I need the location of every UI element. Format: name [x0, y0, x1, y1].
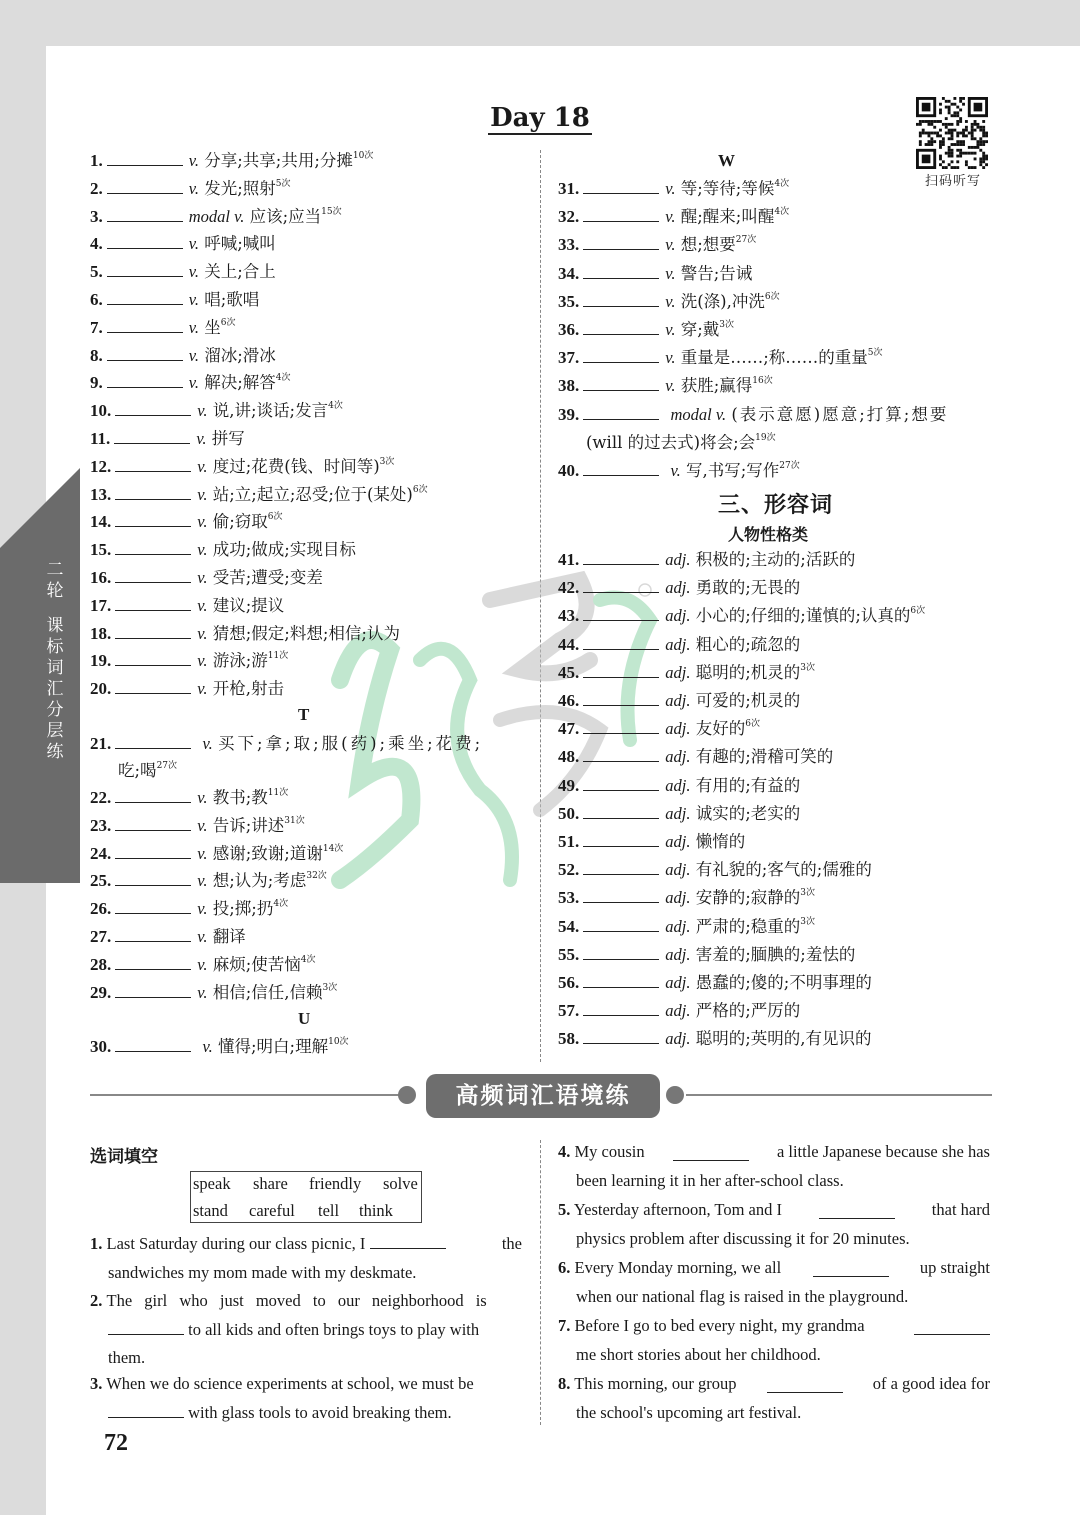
vocab-item: 31. v. 等;等待;等候$^{4次}$: [558, 179, 790, 198]
answer-blank[interactable]: [583, 973, 659, 988]
vocab-item: 8. v. 溜冰;滑冰: [90, 345, 276, 365]
exercise-title: 选词填空: [90, 1147, 158, 1167]
vocab-item: 18. v. 猜想;假定;料想;相信;认为: [90, 623, 400, 643]
vocab-item: 55. adj. 害羞的;腼腆的;羞怯的: [558, 944, 856, 964]
answer-blank[interactable]: [107, 373, 183, 388]
word-option: tell: [318, 1201, 340, 1220]
vocab-item: 15. v. 成功;做成;实现目标: [90, 540, 356, 560]
vocab-item: 25. v. 想;认为;考虑$^{32次}$: [90, 871, 327, 891]
answer-blank[interactable]: [115, 651, 191, 666]
subheading-personality: 人物性格类: [728, 525, 809, 544]
side-tab-char: 标: [46, 637, 64, 657]
answer-blank[interactable]: [583, 320, 659, 335]
answer-blank[interactable]: [583, 945, 659, 960]
vocab-item: 48. adj. 有趣的;滑稽可笑的: [558, 747, 834, 767]
vocab-item: 13. v. 站;立;起立;忍受;位于(某处)$^{6次}$: [90, 484, 428, 504]
side-tab-char: 汇: [46, 679, 64, 699]
answer-blank[interactable]: [813, 1262, 889, 1277]
vocab-item: 23. v. 告诉;讲述$^{31次}$: [90, 815, 305, 835]
vocab-item: 26. v. 投;掷;扔$^{4次}$: [90, 899, 289, 919]
answer-blank[interactable]: [583, 606, 659, 621]
vocab-item: 24. v. 感谢;致谢;道谢$^{14次}$: [90, 843, 344, 863]
word-option: think: [359, 1201, 393, 1220]
qr-label: 扫码听写: [924, 174, 981, 189]
word-option: stand: [193, 1201, 228, 1220]
vocab-item: 16. v. 受苦;遭受;变差: [90, 568, 323, 587]
vocab-item: 57. adj. 严格的;严厉的: [558, 1001, 801, 1021]
answer-blank[interactable]: [115, 734, 191, 749]
question-7: 7. Before I go to bed every night, my grandma me short stories about her childhood.: [558, 1312, 990, 1369]
answer-blank[interactable]: [115, 816, 191, 831]
word-option: share: [253, 1174, 288, 1193]
answer-blank[interactable]: [583, 405, 659, 420]
answer-blank[interactable]: [107, 290, 183, 305]
vocab-item-40: 40. v. 写,书写;写作$^{27次}$: [558, 461, 800, 480]
side-tab-label: [42, 560, 68, 763]
vocab-item: 47. adj. 友好的$^{6次}$: [558, 719, 760, 739]
banner-dot-left: [398, 1086, 416, 1104]
vocab-item: 54. adj. 严肃的;稳重的$^{3次}$: [558, 916, 816, 936]
answer-blank[interactable]: [107, 207, 183, 222]
answer-blank[interactable]: [107, 234, 183, 249]
letter-heading-w: W: [718, 151, 735, 170]
question-1: 1. Last Saturday during our class picnic, I the sandwiches my mom made with my deskmate.: [90, 1234, 522, 1282]
vocab-item: 52. adj. 有礼貌的;客气的;儒雅的: [558, 860, 872, 880]
answer-blank[interactable]: [115, 624, 191, 639]
question-8: 8. This morning, our group of a good idea for the school's upcoming art festival.: [558, 1374, 990, 1422]
qr-code-icon[interactable]: [916, 97, 988, 169]
vocab-item-21-cont: 吃;喝$^{27次}$: [118, 761, 178, 780]
column-divider: [540, 150, 541, 1062]
vocab-item: 46. adj. 可爱的;机灵的: [558, 691, 801, 710]
answer-blank[interactable]: [115, 955, 191, 970]
answer-blank[interactable]: [115, 788, 191, 803]
answer-blank[interactable]: [767, 1378, 843, 1393]
banner-line-right: [686, 1094, 992, 1096]
side-tab-char: 轮: [46, 581, 64, 601]
vocab-item: 19. v. 游泳;游$^{11次}$: [90, 651, 289, 671]
question-6: 6. Every Monday morning, we all up straight when our national flag is raised in the playground.: [558, 1258, 990, 1306]
answer-blank[interactable]: [583, 804, 659, 819]
answer-blank[interactable]: [108, 1320, 184, 1335]
vocab-item: 5. v. 关上;合上: [90, 262, 276, 282]
banner-dot-right: [666, 1086, 684, 1104]
vocab-item: 56. adj. 愚蠢的;傻的;不明事理的: [558, 973, 872, 992]
question-4: 4. My cousin a little Japanese because she has been learning it in her after-school class.: [558, 1142, 990, 1190]
banner-line-left: [90, 1094, 400, 1096]
answer-blank[interactable]: [114, 429, 190, 444]
answer-blank[interactable]: [115, 512, 191, 527]
side-tab-char: 层: [46, 721, 64, 741]
word-bank: [190, 1171, 422, 1223]
answer-blank[interactable]: [583, 578, 659, 593]
vocab-item: 37. v. 重量是……;称……的重量$^{5次}$: [558, 348, 883, 368]
answer-blank[interactable]: [115, 983, 191, 998]
vocab-item: 34. v. 警告;告诫: [558, 263, 753, 283]
vocab-item: 6. v. 唱;歌唱: [90, 290, 260, 309]
answer-blank[interactable]: [583, 635, 659, 650]
answer-blank[interactable]: [583, 776, 659, 791]
answer-blank[interactable]: [583, 550, 659, 565]
answer-blank[interactable]: [583, 207, 659, 222]
vocab-item: 28. v. 麻烦;使苦恼$^{4次}$: [90, 954, 316, 974]
answer-blank[interactable]: [115, 485, 191, 500]
vocab-item: 11. v. 拼写: [90, 429, 245, 448]
vocab-item-21: 21. v. 买下;拿;取;服(药);乘坐;花费;: [90, 734, 484, 753]
vocab-item: 22. v. 教书;教$^{11次}$: [90, 788, 289, 807]
answer-blank[interactable]: [115, 679, 191, 694]
word-option: friendly: [309, 1174, 362, 1193]
answer-blank[interactable]: [583, 264, 659, 279]
question-5: 5. Yesterday afternoon, Tom and I that hard physics problem after discussing it for 20 minutes.: [558, 1200, 990, 1248]
vocab-item: 38. v. 获胜;赢得$^{16次}$: [558, 376, 773, 396]
answer-blank[interactable]: [583, 917, 659, 932]
side-tab-char: 课: [46, 616, 64, 636]
word-option: speak: [193, 1174, 231, 1193]
answer-blank[interactable]: [115, 899, 191, 914]
answer-blank[interactable]: [107, 262, 183, 277]
answer-blank[interactable]: [583, 1001, 659, 1016]
answer-blank[interactable]: [115, 401, 191, 416]
answer-blank[interactable]: [115, 568, 191, 583]
vocab-item-30: 30. v. 懂得;明白;理解$^{10次}$: [90, 1037, 349, 1056]
answer-blank[interactable]: [583, 376, 659, 391]
letter-heading-t: T: [298, 705, 310, 724]
vocab-item: 49. adj. 有用的;有益的: [558, 775, 801, 795]
answer-blank[interactable]: [583, 663, 659, 678]
answer-blank[interactable]: [370, 1234, 446, 1249]
vocab-item-39: 39. modal v. (表示意愿)愿意;打算;想要: [558, 405, 949, 424]
answer-blank[interactable]: [583, 832, 659, 847]
answer-blank[interactable]: [108, 1403, 184, 1418]
vocab-item: 44. adj. 粗心的;疏忽的: [558, 634, 801, 654]
vocab-item: 36. v. 穿;戴$^{3次}$: [558, 320, 735, 339]
page-number: 72: [104, 1430, 128, 1456]
side-tab-char: 词: [46, 658, 64, 678]
vocab-item: 4. v. 呼喊;喊叫: [90, 234, 276, 254]
section-heading-adjectives: 三、形容词: [718, 493, 834, 518]
vocab-item-39-cont: (will 的过去式)将会;会$^{19次}$: [586, 433, 776, 452]
answer-blank[interactable]: [107, 151, 183, 166]
vocab-item: 20. v. 开枪,射击: [90, 679, 284, 699]
vocab-item: 45. adj. 聪明的;机灵的$^{3次}$: [558, 662, 816, 682]
answer-blank[interactable]: [819, 1204, 895, 1219]
answer-blank[interactable]: [115, 927, 191, 942]
page-title: Day 18: [490, 103, 590, 133]
vocab-item: 17. v. 建议;提议: [90, 595, 285, 615]
answer-blank[interactable]: [115, 540, 191, 555]
vocab-item: 14. v. 偷;窃取$^{6次}$: [90, 512, 283, 532]
vocab-item: 53. adj. 安静的;寂静的$^{3次}$: [558, 888, 816, 908]
vocab-item: 51. adj. 懒惰的: [558, 832, 746, 851]
vocab-item: 32. v. 醒;醒来;叫醒$^{4次}$: [558, 207, 790, 227]
vocab-item: 43. adj. 小心的;仔细的;谨慎的;认真的$^{6次}$: [558, 606, 926, 626]
letter-heading-u: U: [298, 1009, 311, 1028]
vocab-item: 35. v. 洗(涤),冲洗$^{6次}$: [558, 291, 780, 311]
side-tab-char: 分: [46, 700, 64, 720]
side-tab-char: 练: [46, 742, 64, 762]
answer-blank[interactable]: [115, 1037, 191, 1052]
word-option: careful: [249, 1201, 295, 1220]
answer-blank[interactable]: [583, 292, 659, 307]
answer-blank[interactable]: [107, 179, 183, 194]
column-divider-exercise: [540, 1140, 541, 1425]
answer-blank[interactable]: [914, 1320, 990, 1335]
vocab-item: 29. v. 相信;信任,信赖$^{3次}$: [90, 982, 338, 1002]
vocab-item: 50. adj. 诚实的;老实的: [558, 803, 801, 823]
answer-blank[interactable]: [115, 457, 191, 472]
answer-blank[interactable]: [115, 871, 191, 886]
side-tab: [0, 468, 80, 883]
answer-blank[interactable]: [583, 888, 659, 903]
vocab-item: 3. modal v. 应该;应当$^{15次}$: [90, 206, 342, 226]
section-banner: 高频词汇语境练: [426, 1074, 660, 1118]
vocab-item: 7. v. 坐$^{6次}$: [90, 317, 236, 337]
answer-blank[interactable]: [583, 179, 659, 194]
answer-blank[interactable]: [583, 747, 659, 762]
vocab-item: 10. v. 说,讲;谈话;发言$^{4次}$: [90, 401, 343, 421]
vocab-item: 33. v. 想;想要$^{27次}$: [558, 235, 757, 255]
vocab-item: 12. v. 度过;花费(钱、时间等)$^{3次}$: [90, 456, 395, 476]
vocab-item: 2. v. 发光;照射$^{5次}$: [90, 178, 291, 198]
answer-blank[interactable]: [583, 860, 659, 875]
question-3: 3. When we do science experiments at school, we must be with glass tools to avoid breaking them.: [90, 1374, 474, 1422]
answer-blank[interactable]: [115, 596, 191, 611]
answer-blank[interactable]: [583, 348, 659, 363]
question-2: 2. The girl who just moved to our neighborhood is to all kids and often brings toys to play with them.: [90, 1291, 487, 1367]
answer-blank[interactable]: [583, 461, 659, 476]
vocab-item: 9. v. 解决;解答$^{4次}$: [90, 373, 291, 393]
vocab-item: 27. v. 翻译: [90, 927, 246, 946]
answer-blank[interactable]: [107, 346, 183, 361]
vocab-item: 1. v. 分享;共享;共用;分摊$^{10次}$: [90, 151, 374, 170]
vocab-item: 58. adj. 聪明的;英明的,有见识的: [558, 1029, 872, 1049]
side-tab-char: 二: [46, 560, 64, 580]
vocab-item: 41. adj. 积极的;主动的;活跃的: [558, 550, 856, 569]
word-option: solve: [383, 1174, 418, 1193]
vocab-item: 42. adj. 勇敢的;无畏的: [558, 578, 801, 598]
answer-blank[interactable]: [583, 235, 659, 250]
answer-blank[interactable]: [115, 844, 191, 859]
answer-blank[interactable]: [583, 691, 659, 706]
answer-blank[interactable]: [583, 1029, 659, 1044]
answer-blank[interactable]: [107, 318, 183, 333]
answer-blank[interactable]: [673, 1146, 749, 1161]
answer-blank[interactable]: [583, 719, 659, 734]
